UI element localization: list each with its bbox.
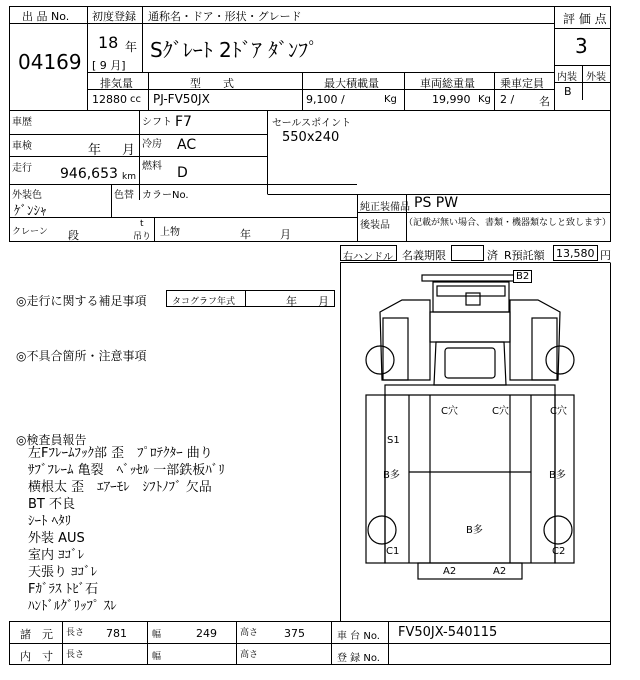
ac-value: AC [177,137,197,153]
mileage-label: 走行 [12,163,32,174]
recycle-amount: 13,580 [556,247,595,260]
model-name: Sｸﾞﾚｰﾄ 2ﾄﾞｱ ﾀﾞﾝﾌﾟ [150,38,319,62]
inspector-line: Fｶﾞﾗｽ ﾄﾋﾞ石 [28,582,99,597]
color-label: 外装色 [12,190,42,201]
inspection-label: 車検 [12,141,32,152]
aftermarket-note: （記載が無い場合、書類・機器類なしと致します） [404,218,612,228]
displacement-unit: cc [130,94,141,105]
inner-height-label: 高さ [240,650,259,660]
exterior-label: 外装 [586,72,606,83]
inspector-line: ｼｰﾄ ﾍﾀﾘ [28,514,72,529]
upper-year-unit: 年 [240,228,251,241]
crane-label: クレーン [12,227,48,237]
color-value: ｹﾞﾝｼｬ [14,204,47,219]
inspection-year-unit: 年 [88,143,102,158]
interior-label: 内装 [557,72,577,83]
first-reg-label: 初度登録 [92,10,136,23]
capacity-value: 2 / [500,93,515,106]
reg-no-label: 登 録 No. [337,653,380,664]
width-label: 幅 [152,630,162,640]
crane-ton-unit: t [140,219,144,229]
color-change-label: 色替 [114,190,134,201]
inspector-line: 横根太 歪 ｴｱｰﾓﾚ ｼﾌﾄﾉﾌﾞ 欠品 [28,480,212,495]
max-load-value: 9,100 / [306,93,345,106]
inspector-report [28,445,225,615]
mileage-value: 946,653 [60,166,118,182]
driving-notes-title: ◎走行に関する補足事項 [16,294,147,308]
fuel-value: D [177,165,188,181]
mark-b-many-right: B多 [549,470,566,481]
capacity-label: 乗車定員 [500,77,544,90]
first-reg-year: 18 [98,33,119,52]
tachograph-label: タコグラフ年式 [172,297,236,307]
defects-title: ◎不具合箇所・注意事項 [16,349,147,363]
recycle-label: R預託額 [504,249,545,262]
mark-c1: C1 [386,546,400,557]
chassis-value: FV50JX-540115 [398,625,498,640]
max-load-label: 最大積載量 [324,77,379,90]
fuel-label: 燃料 [142,161,162,172]
displacement-value: 12880 [92,93,127,106]
inner-width-label: 幅 [152,652,162,662]
capacity-unit: 名 [539,95,550,108]
interior-grade: B [564,85,572,98]
tachograph-month-unit: 月 [318,295,329,308]
equipment-value: PS PW [414,195,459,211]
mark-a2-right: A2 [493,566,507,577]
gross-weight-value: 19,990 [432,93,471,106]
model-type-value: PJ-FV50JX [153,92,210,106]
gross-weight-label: 車両総重量 [420,77,475,90]
history-label: 車歴 [12,117,32,128]
grade-label: 評 価 点 [563,12,607,26]
inner-dims-label: 内 寸 [20,650,53,663]
tachograph-year-unit: 年 [286,295,297,308]
mark-c2: C2 [552,546,566,557]
mark-b-many-left: B多 [383,470,400,481]
inspector-line: 室内 ﾖｺﾞﾚ [28,548,85,563]
length-value: 781 [106,627,127,640]
recycle-unit: 円 [600,249,611,262]
width-value: 249 [196,627,217,640]
upper-month-unit: 月 [280,228,291,241]
first-reg-year-unit: 年 [125,40,138,54]
mark-c-hole-mid: C穴 [492,406,509,417]
inner-length-label: 長さ [66,650,85,660]
crane-stage-unit: 段 [68,229,79,242]
aftermarket-label: 後装品 [360,220,390,231]
color-code-label: カラーNo. [142,190,189,201]
equipment-label: 純正装備品 [360,202,410,213]
sales-point-label: セールスポイント [272,118,352,129]
shift-label: シフト [142,117,172,128]
shift-value: F7 [175,114,192,130]
inspector-line: 左Fﾌﾚｰﾑﾌｯｸ部 歪 ﾌﾟﾛﾃｸﾀｰ 曲り [28,446,213,461]
inspection-month-unit: 月 [122,143,136,158]
mark-c-hole-left: C穴 [441,406,458,417]
inspector-line: ﾊﾝﾄﾞﾙｸﾞﾘｯﾌﾟ ｽﾚ [28,599,117,614]
lot-no: 04169 [18,50,82,74]
chassis-label: 車 台 No. [337,631,380,642]
steering-value: 右ハンドル [343,252,393,263]
mark-a2-left: A2 [443,566,457,577]
displacement-label: 排気量 [100,77,133,90]
sales-point-value: 550x240 [282,130,340,145]
gross-weight-unit: Kg [478,94,491,105]
inspector-title: ◎検査員報告 [16,433,87,447]
transfer-label: 名義期限 [402,249,446,262]
lot-no-label: 出 品 No. [22,10,70,23]
mark-b-many-center: B多 [466,525,483,536]
model-type-label: 型 式 [190,77,234,90]
first-reg-month: [ 9 月] [92,59,126,72]
crane-lift-unit: 吊り [133,232,152,242]
grade-value: 3 [575,34,588,58]
height-label: 高さ [240,628,259,638]
mileage-unit: km [122,172,136,182]
upper-label: 上物 [160,227,180,238]
mark-b2: B2 [513,270,532,283]
inspector-line: 外装 AUS [28,531,85,546]
inspector-line: 天張り ﾖｺﾞﾚ [28,565,98,580]
inspector-line: BT 不良 [28,497,75,512]
recycle-mark: 済 [487,249,498,262]
inspector-line: ｻﾌﾞﾌﾚｰﾑ 亀裂 ﾍﾞｯｾﾙ 一部鉄板ﾊﾞﾘ [28,463,225,478]
mark-s1: S1 [387,435,400,446]
model-name-label: 通称名・ドア・形状・グレード [148,10,302,23]
dims-label: 諸 元 [20,628,53,641]
ac-label: 冷房 [142,139,162,150]
max-load-unit: Kg [384,94,397,105]
mark-c-hole-right: C穴 [550,406,567,417]
height-value: 375 [284,627,305,640]
length-label: 長さ [66,628,85,638]
